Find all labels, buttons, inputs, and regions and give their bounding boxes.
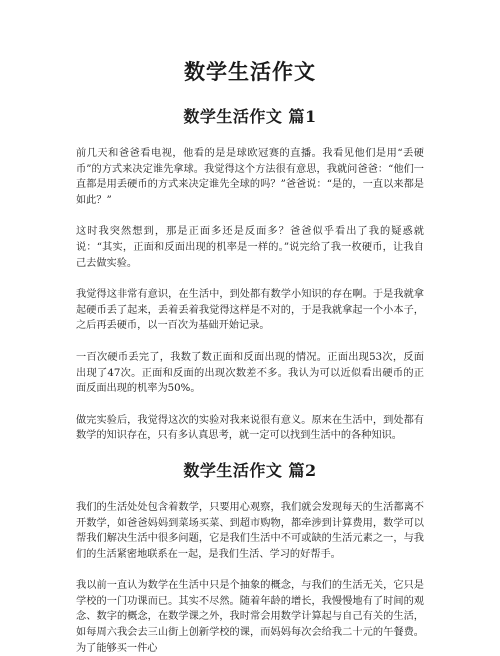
- essay-section-1: [76, 106, 424, 444]
- paragraph: 做完实验后，我觉得这次的实验对我来说很有意义。原来在生活中，到处都有数学的知识存在，只有多认真思考，就一定可以找到生活中的各种知识。: [76, 414, 424, 442]
- section-heading: 数学生活作文 篇2: [183, 460, 317, 480]
- paragraph: 前几天和爸爸看电视，他看的是是球欧冠赛的直播。我看见他们是用“丢硬币”的方式来决定谁先拿球。我觉得这个方法很有意思，我就问爸爸：“他们一直都是用丢硬币的方式来决定谁先全球的吗？”爸爸说：“是的，一直以来都是如此？”: [76, 148, 424, 206]
- section-heading: 数学生活作文 篇1: [183, 107, 317, 126]
- paragraph: 这时我突然想到，那是正面多还是反面多？爸爸似乎看出了我的疑惑就说：“其实，正面和反面出现的机率是一样的。”说完给了我一枚硬币，让我自己去做实验。: [76, 226, 424, 269]
- paragraph: 一百次硬币丢完了，我数了数正面和反面出现的情况。正面出现53次，反面出现了47次。正面和反面的出现次数差不多。我认为可以近似看出硬币的正面反面出现的机率为50%。: [76, 351, 424, 395]
- paragraph: 我觉得这非常有意识，在生活中，到处都有数学小知识的存在啊。于是我就拿起硬币丢了起来，丢着丢着我觉得这样是不对的，于是我就拿起一个小本子，之后再丢硬币，以一百次为基础开始记录。: [76, 289, 424, 332]
- paragraph: 我以前一直认为数学在生活中只是个抽象的概念，与我们的生活无关，它只是学校的一门功课而已。其实不尽然。随着年龄的增长，我慢慢地有了时间的观念、数字的概念，在数学课之外，我时常会用数学计算起与自己有关的生活，如每周六我会去三山街上创新学校的课，而妈妈每次会给我二十元的午餐费。为了能够买一件心: [76, 580, 424, 654]
- document-title: 数学生活作文: [184, 59, 316, 84]
- essay-section-2: [76, 460, 424, 656]
- paragraph: 我们的生活处处包含着数学，只要用心观察，我们就会发现每天的生活都离不开数学，如爸爸妈妈到菜场买菜、到超市购物，都牵涉到计算费用，数学可以帮我们解决生活中很多问题，它是我们生活中不可或缺的生活元素之一，与我们的生活紧密地联系在一起，是我们生活、学习的好帮手。: [76, 501, 424, 560]
